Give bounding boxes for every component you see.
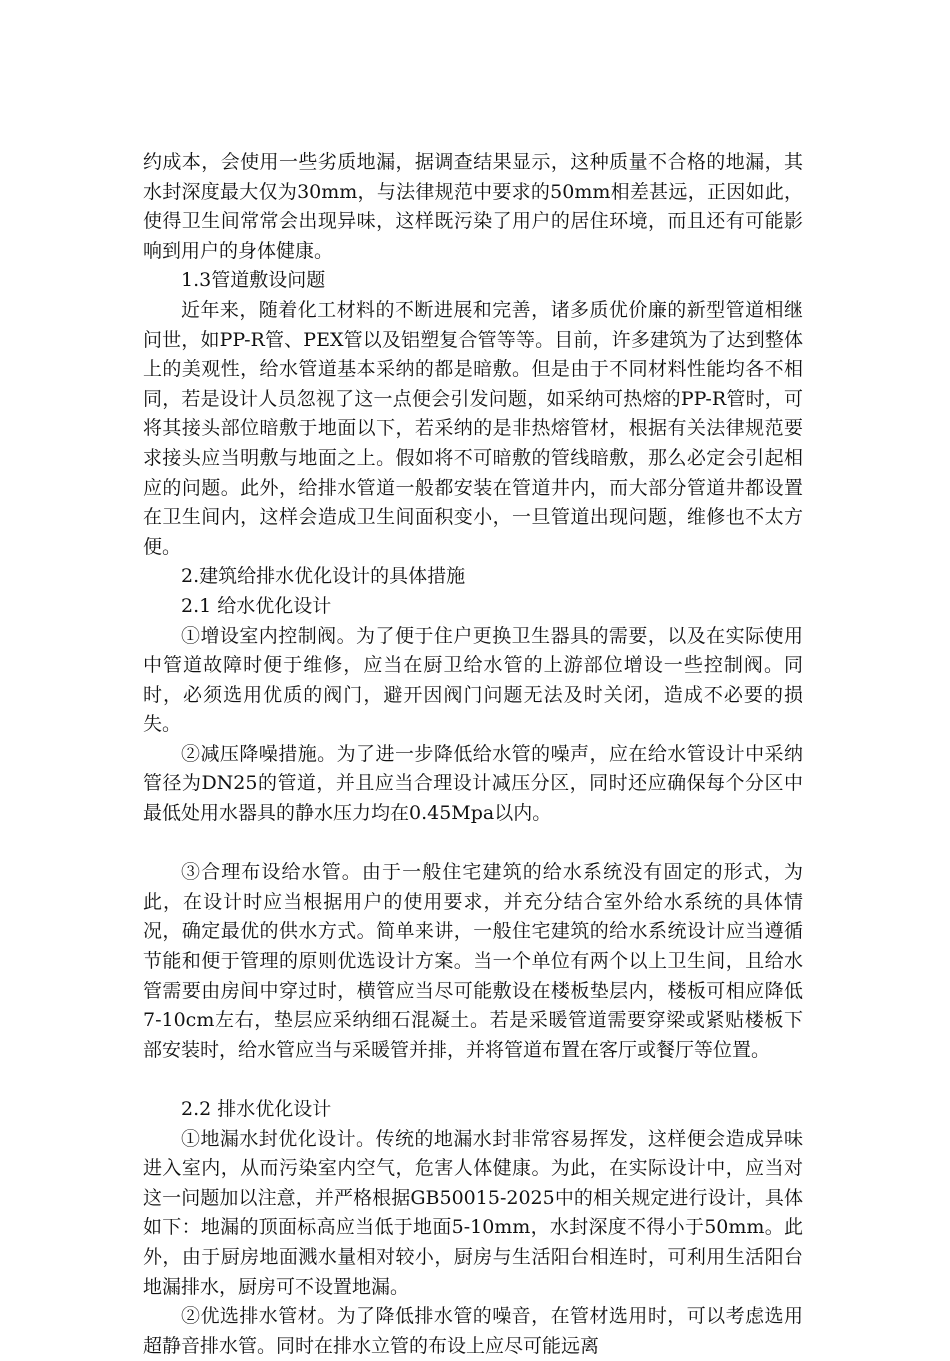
paragraph-noise-reduction: ②减压降噪措施。为了进一步降低给水管的噪声，应在给水管设计中采纳管径为DN25的管道，并且应当合理设计减压分区，同时还应确保每个分区中最低处用水器具的静水压力均在0.45Mpa以内。	[143, 742, 803, 825]
section-heading-1-3: 1.3管道敷设问题	[181, 269, 326, 292]
paragraph-continued: 约成本，会使用一些劣质地漏，据调查结果显示，这种质量不合格的地漏，其水封深度最大仅为30mm，与法律规范中要求的50mm相差甚远，正因如此，使得卫生间常常会出现异味，这样既污染了用户的居住环境，而且还有可能影响到用户的身体健康。	[143, 151, 803, 262]
paragraph-gap	[143, 829, 803, 859]
paragraph-water-supply-layout: ③合理布设给水管。由于一般住宅建筑的给水系统没有固定的形式，为此，在设计时应当根据用户的使用要求，并充分结合室外给水系统的具体情况，确定最优的供水方式。简单来讲，一般住宅建筑的给水系统设计应当遵循节能和便于管理的原则优选设计方案。当一个单位有两个以上卫生间，且给水管需要由房间中穿过时，横管应当尽可能敷设在楼板垫层内，楼板可相应降低7-10cm左右，垫层应采纳细石混凝土。若是采暖管道需要穿梁或紧贴楼板下部安装时，给水管应当与采暖管并排，并将管道布置在客厅或餐厅等位置。	[143, 861, 803, 1061]
paragraph-control-valve: ①增设室内控制阀。为了便于住户更换卫生器具的需要，以及在实际使用中管道故障时便于维修，应当在厨卫给水管的上游部位增设一些控制阀。同时，必须选用优质的阀门，避开因阀门问题无法及时关闭，造成不必要的损失。	[143, 624, 803, 736]
paragraph-floor-drain: ①地漏水封优化设计。传统的地漏水封非常容易挥发，这样便会造成异味进入室内，从而污染室内空气，危害人体健康。为此，在实际设计中，应当对这一问题加以注意，并严格根据GB50015-2025中的相关规定进行设计，具体如下：地漏的顶面标高应当低于地面5-10mm，水封深度不得小于50mm。此外，由于厨房地面溅水量相对较小，厨房与生活阳台相连时，可利用生活阳台地漏排水，厨房可不设置地漏。	[143, 1127, 803, 1298]
section-heading-2: 2.建筑给排水优化设计的具体措施	[181, 565, 466, 588]
document-body	[143, 148, 803, 1361]
paragraph-gap	[143, 1065, 803, 1095]
section-heading-2-1: 2.1 给水优化设计	[181, 594, 332, 617]
paragraph-drain-pipe: ②优选排水管材。为了降低排水管的噪音，在管材选用时，可以考虑选用超静音排水管。同时在排水立管的布设上应尽可能远离	[143, 1305, 803, 1357]
paragraph-pipe-laying: 近年来，随着化工材料的不断进展和完善，诸多质优价廉的新型管道相继问世，如PP-R管、PEX管以及铝塑复合管等等。目前，许多建筑为了达到整体上的美观性，给水管道基本采纳的都是暗敷。但是由于不同材料性能均各不相同，若是设计人员忽视了这一点便会引发问题，如采纳可热熔的PP-R管时，可将其接头部位暗敷于地面以下，若采纳的是非热熔管材，根据有关法律规范要求接头应当明敷与地面之上。假如将不可暗敷的管线暗敷，那么必定会引起相应的问题。此外，给排水管道一般都安装在管道井内，而大部分管道井都设置在卫生间内，这样会造成卫生间面积变小，一旦管道出现问题，维修也不太方便。	[143, 298, 803, 558]
section-heading-2-2: 2.2 排水优化设计	[181, 1098, 332, 1120]
